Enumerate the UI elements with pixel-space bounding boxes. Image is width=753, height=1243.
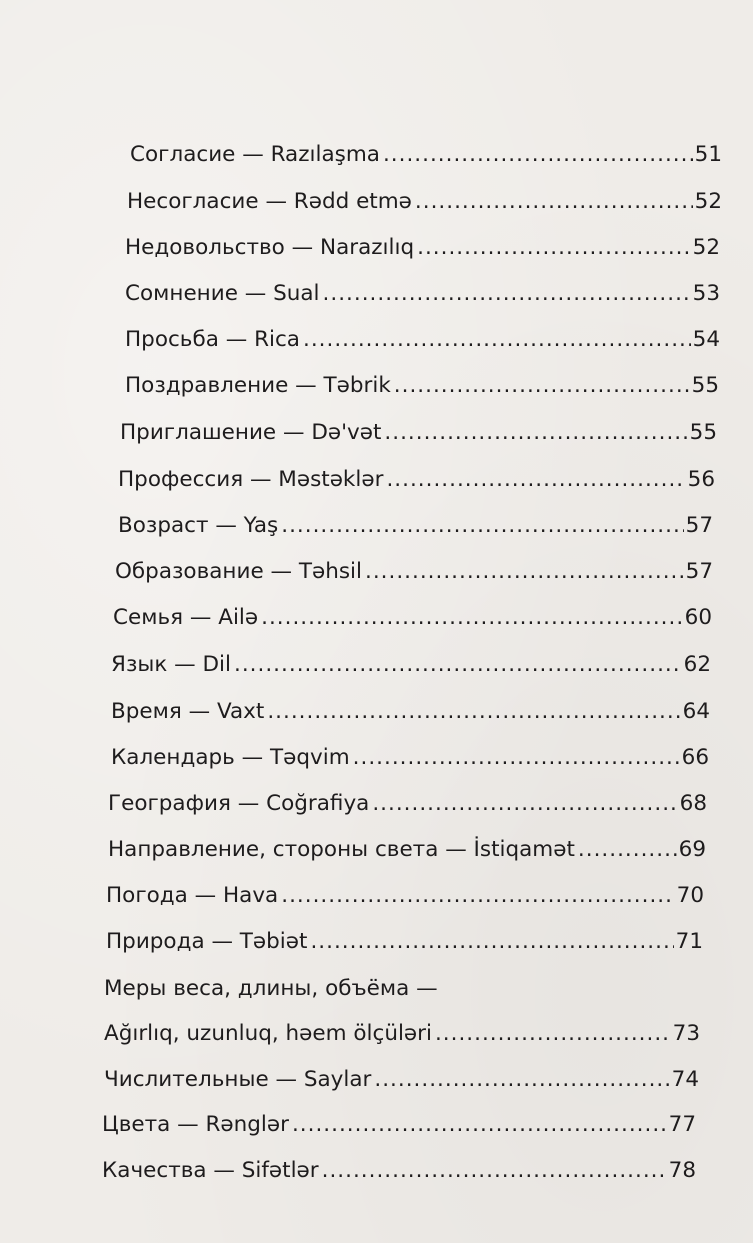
toc-entry-page: 57	[685, 559, 713, 584]
toc-entry-page: 71	[675, 929, 703, 954]
toc-entry-title: Поздравление — Təbrik	[125, 373, 391, 398]
dot-leader	[303, 325, 691, 355]
toc-entry-page: 51	[694, 142, 722, 167]
toc-entry	[102, 1156, 696, 1186]
toc-entry-title-line1: Меры веса, длины, объёма —	[104, 976, 438, 1001]
toc-entry-title: Согласие — Razılaşma	[130, 142, 380, 167]
toc-entry-title: Погода — Hava	[106, 883, 279, 908]
dot-leader	[234, 650, 682, 680]
dot-leader	[435, 1019, 671, 1049]
dot-leader	[417, 233, 691, 263]
dot-leader	[292, 1110, 667, 1140]
toc-entry-title: Качества — Sifətlər	[102, 1158, 319, 1183]
toc-entry	[125, 233, 720, 263]
toc-entry-title: Недовольство — Narazılıq	[125, 235, 415, 260]
toc-entry	[125, 325, 720, 355]
toc-entry-title: Семья — Ailə	[113, 605, 259, 630]
toc-entry-page: 56	[687, 467, 715, 492]
toc-entry-page: 55	[689, 420, 717, 445]
toc-entry-title: Ağırlıq, uzunluq, həem ölçüləri	[104, 1021, 432, 1046]
toc-entry	[113, 603, 712, 633]
toc-entry-page: 73	[672, 1021, 700, 1046]
toc-entry	[125, 371, 719, 401]
toc-entry-page: 66	[681, 745, 709, 770]
toc-entry-title: Природа — Təbiət	[106, 929, 308, 954]
toc-entry-page: 64	[682, 699, 710, 724]
toc-entry-page: 62	[683, 652, 711, 677]
toc-entry	[118, 511, 713, 541]
toc-entry-page: 52	[694, 189, 722, 214]
toc-entry-page: 57	[685, 513, 713, 538]
toc-entry-page: 77	[668, 1112, 696, 1137]
toc-entry	[102, 1110, 696, 1140]
dot-leader	[267, 697, 680, 727]
toc-entry	[106, 927, 703, 957]
toc-entry-title: Образование — Təhsil	[115, 559, 362, 584]
toc-entry-title: Возраст — Yaş	[118, 513, 279, 538]
dot-leader	[384, 418, 687, 448]
dot-leader	[365, 557, 684, 587]
toc-entry	[111, 650, 711, 680]
toc-entry-page: 69	[678, 837, 706, 862]
toc-entry	[104, 1065, 699, 1095]
toc-entry-title: Сомнение — Sual	[125, 281, 320, 306]
toc-entry	[111, 743, 709, 773]
dot-leader	[578, 835, 677, 865]
toc-entry-page: 74	[671, 1067, 699, 1092]
toc-entry-page: 55	[691, 373, 719, 398]
toc-entry	[104, 1019, 700, 1049]
toc-entry-page: 53	[692, 281, 720, 306]
dot-leader	[372, 789, 677, 819]
toc-entry-title: География — Coğrafiya	[108, 791, 370, 816]
dot-leader	[353, 743, 680, 773]
dot-leader	[281, 881, 674, 911]
toc-entry-page: 52	[692, 235, 720, 260]
toc-entry-page: 68	[679, 791, 707, 816]
toc-entry	[111, 697, 710, 727]
toc-entry-title: Числительные — Saylar	[104, 1067, 372, 1092]
dot-leader	[310, 927, 673, 957]
dot-leader	[394, 371, 690, 401]
toc-entry	[127, 187, 722, 217]
toc-entry-page: 60	[684, 605, 712, 630]
dot-leader	[383, 140, 693, 170]
toc-entry	[130, 140, 722, 170]
toc-entry	[125, 279, 720, 309]
dot-leader	[261, 603, 683, 633]
toc-entry	[118, 465, 715, 495]
toc-entry-page: 70	[676, 883, 704, 908]
toc-entry-title: Язык — Dil	[111, 652, 232, 677]
toc-entry	[106, 881, 704, 911]
toc-entry	[108, 789, 707, 819]
toc-entry-title: Время — Vaxt	[111, 699, 265, 724]
toc-entry	[108, 835, 706, 865]
dot-leader	[281, 511, 683, 541]
toc-entry-title: Несогласие — Rədd etmə	[127, 189, 412, 214]
toc-entry-title: Профессия — Məstəklər	[118, 467, 384, 492]
toc-entry-title: Цвета — Rənglər	[102, 1112, 289, 1137]
dot-leader	[322, 1156, 667, 1186]
dot-leader	[374, 1065, 669, 1095]
toc-entry-page: 78	[668, 1158, 696, 1183]
dot-leader	[386, 465, 685, 495]
toc-entry-title: Календарь — Təqvim	[111, 745, 350, 770]
toc-entry	[120, 418, 717, 448]
toc-entry	[115, 557, 713, 587]
toc-entry-title: Направление, стороны света — İstiqamət	[108, 837, 575, 862]
dot-leader	[415, 187, 693, 217]
toc-entry-title: Приглашение — Də'vət	[120, 420, 382, 445]
dot-leader	[323, 279, 691, 309]
toc-entry-title: Просьба — Rica	[125, 327, 300, 352]
toc-entry-page: 54	[692, 327, 720, 352]
